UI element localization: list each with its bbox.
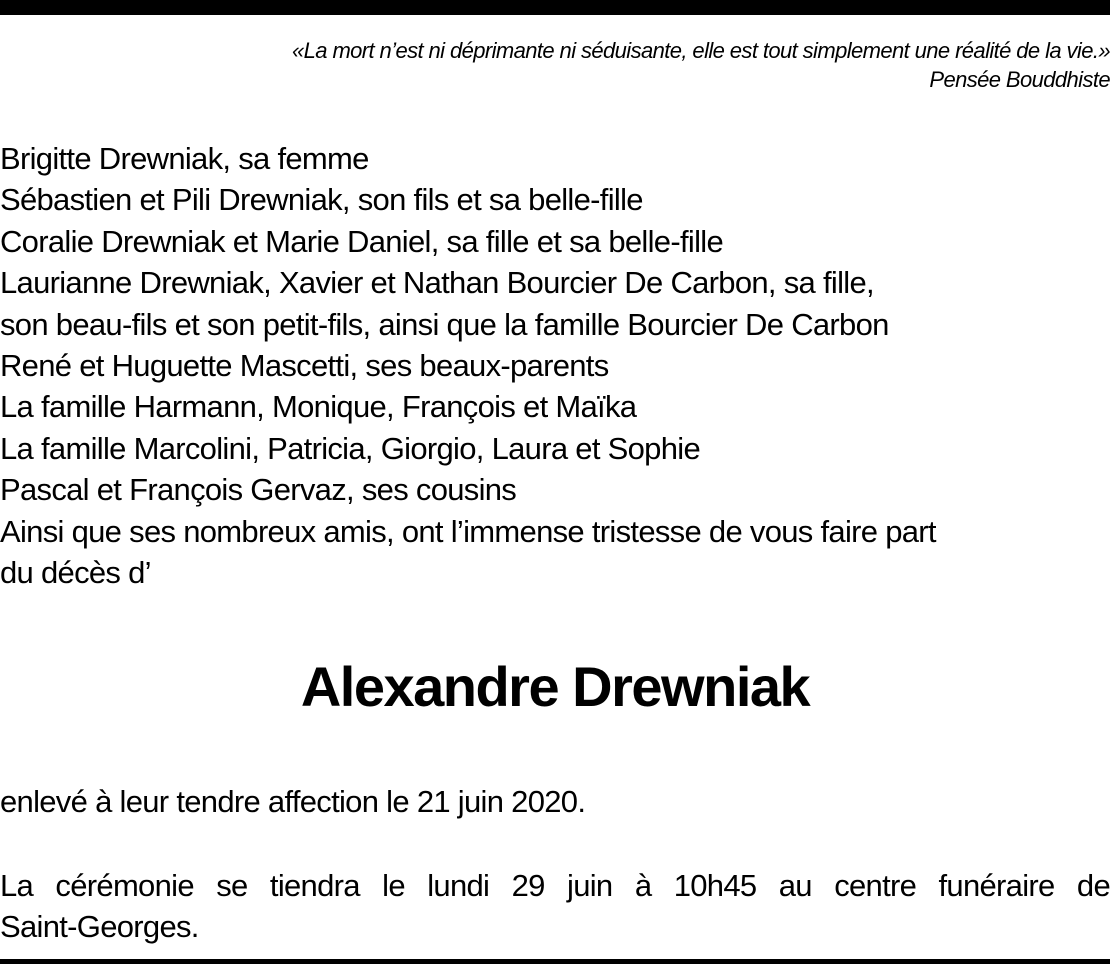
- ceremony-details: [0, 865, 1110, 947]
- family-announcement-list: [0, 138, 1110, 593]
- family-line: La famille Harmann, Monique, François et Maïka: [0, 389, 637, 425]
- epigraph-quote: [10, 36, 1110, 94]
- family-line: René et Huguette Mascetti, ses beaux-parents: [0, 348, 609, 384]
- quote-source: Pensée Bouddhiste: [929, 67, 1110, 92]
- death-date-line: enlevé à leur tendre affection le 21 juin 2020.: [0, 784, 586, 819]
- family-line: Brigitte Drewniak, sa femme: [0, 141, 369, 176]
- family-line: Ainsi que ses nombreux amis, ont l’immense tristesse de vous faire part: [0, 513, 936, 549]
- family-line: son beau-fils et son petit-fils, ainsi que la famille Bourcier De Carbon: [0, 306, 889, 342]
- quote-text: «La mort n’est ni déprimante ni séduisante, elle est tout simplement une réalité de la vie.»: [292, 38, 1110, 63]
- family-line: Pascal et François Gervaz, ses cousins: [0, 472, 517, 508]
- ceremony-line: La cérémonie se tiendra le lundi 29 juin à 10h45 au centre funéraire de: [0, 868, 1110, 903]
- family-line: Coralie Drewniak et Marie Daniel, sa fille et sa belle-fille: [0, 223, 723, 259]
- ceremony-line: Saint-Georges.: [0, 909, 199, 944]
- bottom-border-rule: [0, 959, 1110, 964]
- family-line: La famille Marcolini, Patricia, Giorgio, Laura et Sophie: [0, 430, 700, 466]
- family-line: Sébastien et Pili Drewniak, son fils et sa belle-fille: [0, 182, 643, 218]
- top-border-rule: [0, 0, 1110, 15]
- deceased-name: Alexandre Drewniak: [300, 655, 810, 718]
- family-line: Laurianne Drewniak, Xavier et Nathan Bourcier De Carbon, sa fille,: [0, 265, 874, 301]
- family-line: du décès d’: [0, 555, 151, 591]
